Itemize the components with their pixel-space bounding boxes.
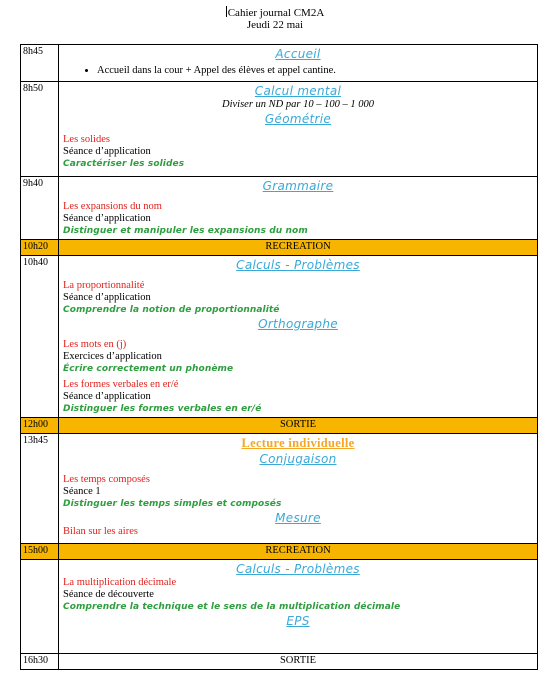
lesson-objective: Comprendre la technique et le sens de la multiplication décimale <box>63 602 401 612</box>
table-row <box>21 560 538 654</box>
subject-heading: Conjugaison <box>259 452 337 466</box>
subject-heading: Calcul mental <box>254 84 342 98</box>
activity-note: Diviser un ND par 10 – 100 – 1 000 <box>222 99 374 110</box>
session-type: Séance d’application <box>63 213 151 224</box>
subject-heading: Géométrie <box>264 112 332 126</box>
content-cell <box>59 82 538 177</box>
subject-heading: Accueil <box>275 47 321 61</box>
session-type: Séance d’application <box>63 391 151 402</box>
spacer <box>63 332 533 339</box>
time-cell: 9h40 <box>21 177 59 240</box>
subject-heading: Grammaire <box>262 179 334 193</box>
table-row <box>21 82 538 177</box>
document-title <box>0 6 550 19</box>
lesson-topic: Bilan sur les aires <box>63 526 138 537</box>
session-type: Exercices d’application <box>63 351 162 362</box>
table-row <box>21 418 538 434</box>
subject-heading: EPS <box>286 614 310 628</box>
bullet-list <box>63 65 533 77</box>
session-type: Séance 1 <box>63 486 101 497</box>
time-cell: 15h00 <box>21 544 59 560</box>
time-cell <box>21 560 59 654</box>
content-cell <box>59 256 538 418</box>
document-header <box>0 0 550 31</box>
subject-heading: Calculs - Problèmes <box>236 258 360 272</box>
time-cell: 8h45 <box>21 45 59 82</box>
time-cell: 13h45 <box>21 434 59 544</box>
table-row <box>21 544 538 560</box>
spacer <box>63 194 533 201</box>
lesson-topic: La multiplication décimale <box>63 577 177 588</box>
spacer <box>63 127 533 134</box>
subject-heading: Calculs - Problèmes <box>236 562 360 576</box>
content-cell <box>59 560 538 654</box>
title-text: Cahier journal CM2A <box>227 7 325 19</box>
lesson-topic: Les expansions du nom <box>63 201 162 212</box>
subject-heading: Mesure <box>275 511 321 525</box>
time-cell: 16h30 <box>21 654 59 670</box>
time-cell: 12h00 <box>21 418 59 434</box>
lesson-objective: Distinguer et manipuler les expansions du nom <box>63 226 308 236</box>
session-type: Séance de découverte <box>63 589 154 600</box>
subject-heading: Lecture individuelle <box>241 436 355 450</box>
table-row <box>21 654 538 670</box>
session-type: Séance d’application <box>63 146 151 157</box>
time-cell: 8h50 <box>21 82 59 177</box>
break-label: RECREATION <box>59 240 538 256</box>
table-row <box>21 434 538 544</box>
lesson-objective: Distinguer les formes verbales en er/é <box>63 404 262 414</box>
document-date: Jeudi 22 mai <box>246 19 304 31</box>
end-label: SORTIE <box>59 654 538 670</box>
lesson-topic: La proportionnalité <box>63 280 145 291</box>
lesson-objective: Distinguer les temps simples et composés <box>63 499 282 509</box>
subject-heading: Orthographe <box>258 317 338 331</box>
table-row <box>21 256 538 418</box>
spacer <box>63 273 533 280</box>
content-cell <box>59 45 538 82</box>
lesson-topic: Les temps composés <box>63 474 150 485</box>
text-cursor <box>226 6 227 17</box>
lesson-topic: Les solides <box>63 134 110 145</box>
lesson-topic: Les formes verbales en er/é <box>63 379 179 390</box>
break-label: SORTIE <box>59 418 538 434</box>
schedule-table <box>20 44 538 670</box>
table-row <box>21 240 538 256</box>
table-row <box>21 177 538 240</box>
content-cell <box>59 434 538 544</box>
list-item: • Accueil dans la cour + Appel des élèves et appel cantine. <box>97 65 533 77</box>
content-cell <box>59 177 538 240</box>
spacer <box>63 467 533 474</box>
table-row <box>21 45 538 82</box>
time-cell: 10h20 <box>21 240 59 256</box>
time-cell: 10h40 <box>21 256 59 418</box>
lesson-objective: Écrire correctement un phonème <box>63 364 234 374</box>
lesson-objective: Comprendre la notion de proportionnalité <box>63 305 280 315</box>
session-type: Séance d’application <box>63 292 151 303</box>
break-label: RECREATION <box>59 544 538 560</box>
lesson-objective: Caractériser les solides <box>63 159 185 169</box>
lesson-topic: Les mots en (j) <box>63 339 127 350</box>
